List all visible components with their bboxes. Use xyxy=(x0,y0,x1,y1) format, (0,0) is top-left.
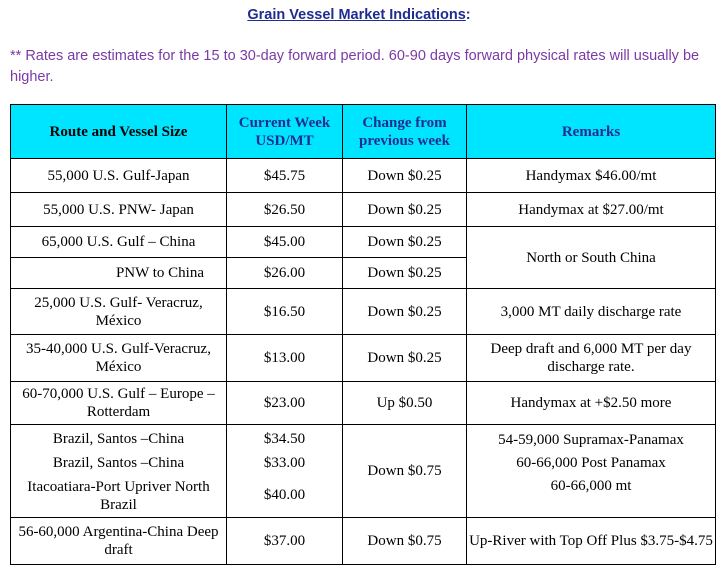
remarks-cell: Handymax at $27.00/mt xyxy=(467,193,716,227)
price-line: $33.00 xyxy=(263,455,306,471)
route-cell xyxy=(11,425,227,518)
price-line: $40.00 xyxy=(263,487,306,503)
change-cell: Down $0.75 xyxy=(343,425,467,518)
route-line: Brazil, Santos –China xyxy=(52,455,185,471)
remarks-cell: North or South China xyxy=(467,227,716,289)
remarks-cell: Handymax at +$2.50 more xyxy=(467,382,716,425)
price-cell: $45.75 xyxy=(227,159,343,193)
table-row xyxy=(11,518,716,565)
remarks-cell: Handymax $46.00/mt xyxy=(467,159,716,193)
table-row xyxy=(11,227,716,258)
price-cell: $23.00 xyxy=(227,382,343,425)
route-cell: 55,000 U.S. PNW- Japan xyxy=(11,193,227,227)
title-text: Grain Vessel Market Indications xyxy=(247,7,466,23)
route-cell: 56-60,000 Argentina-China Deep draft xyxy=(11,518,227,565)
route-cell: 55,000 U.S. Gulf-Japan xyxy=(11,159,227,193)
table-row xyxy=(11,193,716,227)
table-row xyxy=(11,289,716,335)
table-row xyxy=(11,382,716,425)
header-change: Change from previous week xyxy=(343,105,467,159)
table-row xyxy=(11,335,716,382)
remarks-line: 60-66,000 Post Panamax xyxy=(516,455,666,471)
change-cell: Down $0.25 xyxy=(343,193,467,227)
price-cell: $16.50 xyxy=(227,289,343,335)
price-cell: $37.00 xyxy=(227,518,343,565)
change-cell: Down $0.25 xyxy=(343,258,467,289)
remarks-cell xyxy=(467,425,716,518)
route-line: Brazil, Santos –China xyxy=(52,431,185,447)
route-cell: 25,000 U.S. Gulf- Veracruz, México xyxy=(11,289,227,335)
route-cell: 35-40,000 U.S. Gulf-Veracruz, México xyxy=(11,335,227,382)
remarks-cell: Up-River with Top Off Plus $3.75-$4.75 xyxy=(467,518,716,565)
title-colon: : xyxy=(465,7,471,23)
table-row-brazil xyxy=(11,425,716,518)
price-cell: $26.00 xyxy=(227,258,343,289)
page-title xyxy=(0,7,718,23)
rates-note: ** Rates are estimates for the 15 to 30-day forward period. 60-90 days forward physical rates will usually be higher. xyxy=(10,48,700,85)
change-cell: Down $0.25 xyxy=(343,159,467,193)
vessel-rates-table xyxy=(10,104,716,565)
table-header-row xyxy=(11,105,716,159)
price-cell: $26.50 xyxy=(227,193,343,227)
header-route: Route and Vessel Size xyxy=(11,105,227,159)
brazil-remarks xyxy=(467,429,715,498)
price-cell: $13.00 xyxy=(227,335,343,382)
remarks-line: 54-59,000 Supramax-Panamax xyxy=(498,432,684,448)
remarks-cell: 3,000 MT daily discharge rate xyxy=(467,289,716,335)
change-cell: Down $0.75 xyxy=(343,518,467,565)
price-cell xyxy=(227,425,343,518)
remarks-line: 60-66,000 mt xyxy=(550,478,632,494)
change-cell: Down $0.25 xyxy=(343,289,467,335)
remarks-cell: Deep draft and 6,000 MT per day discharge rate. xyxy=(467,335,716,382)
change-cell: Down $0.25 xyxy=(343,335,467,382)
price-line: $34.50 xyxy=(263,431,306,447)
header-remarks: Remarks xyxy=(467,105,716,159)
header-current-week: Current Week USD/MT xyxy=(227,105,343,159)
route-cell: 60-70,000 U.S. Gulf – Europe – Rotterdam xyxy=(11,382,227,425)
change-cell: Down $0.25 xyxy=(343,227,467,258)
route-cell: 65,000 U.S. Gulf – China xyxy=(11,227,227,258)
brazil-prices xyxy=(227,427,342,515)
brazil-routes xyxy=(11,427,226,515)
route-line: Itacoatiara-Port Upriver North Brazil xyxy=(27,479,210,513)
table-row xyxy=(11,159,716,193)
change-cell: Up $0.50 xyxy=(343,382,467,425)
route-cell: PNW to China xyxy=(11,258,227,289)
price-cell: $45.00 xyxy=(227,227,343,258)
